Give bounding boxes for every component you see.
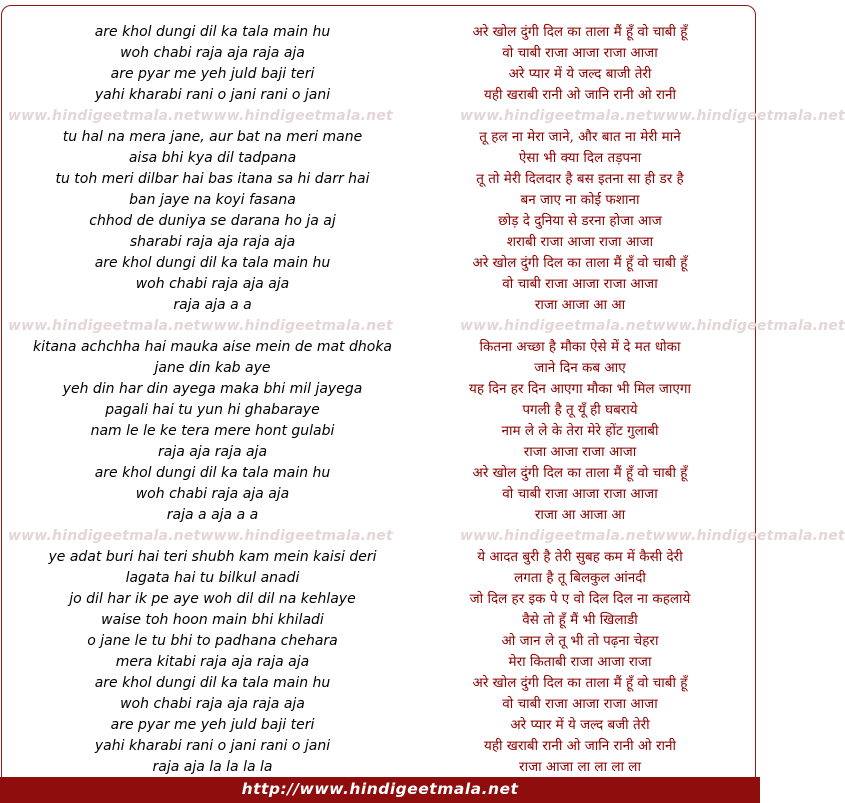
roman-lyric-line: are pyar me yeh juld baji teri [110, 717, 315, 733]
hindi-lyric-line: अरे प्यार में ये जल्द बाजी तेरी [508, 66, 652, 82]
hindi-lyric-line: राजा आजा आ आ [534, 297, 626, 313]
roman-lyric-line: o jane le tu bhi to padhana chehara [87, 633, 338, 649]
hindi-block-1 [400, 22, 760, 106]
hindi-lyric-line: छोड़ दे दुनिया से डरना होजा आज [498, 213, 662, 229]
hindi-lyric-line: राजा आजा ला ला ला ला [519, 759, 641, 775]
roman-lyric-line: chhod de duniya se darana ho ja aj [89, 213, 336, 229]
roman-block-4 [0, 547, 425, 778]
roman-block-2 [0, 127, 425, 316]
watermark-text: www.hindigeetmala.net [200, 318, 393, 334]
hindi-lyric-line: जाने दिन कब आए [534, 360, 626, 376]
roman-lyric-line: waise toh hoon main bhi khiladi [101, 612, 324, 628]
watermark-text: www.hindigeetmala.net [200, 528, 393, 544]
watermark-row [400, 106, 845, 127]
roman-lyric-line: are khol dungi dil ka tala main hu [94, 675, 331, 691]
roman-lyric-line: woh chabi raja aja raja aja [120, 696, 305, 712]
roman-lyric-line: are khol dungi dil ka tala main hu [94, 24, 331, 40]
hindi-lyric-line: वो चाबी राजा आजा राजा आजा [502, 696, 658, 712]
hindi-lyric-line: शराबी राजा आजा राजा आजा [506, 234, 654, 250]
roman-lyric-line: raja aja la la la la [152, 759, 273, 775]
roman-lyric-line: woh chabi raja aja aja [135, 276, 290, 292]
roman-lyric-line: ban jaye na koyi fasana [129, 192, 296, 208]
roman-lyric-line: aisa bhi kya dil tadpana [128, 150, 297, 166]
roman-lyric-line: ye adat buri hai teri shubh kam mein kaisi deri [48, 549, 377, 565]
watermark-row [400, 526, 845, 547]
roman-lyric-line: yahi kharabi rani o jani rani o jani [94, 87, 331, 103]
roman-lyrics-column [0, 22, 425, 778]
footer-bar [0, 777, 760, 803]
hindi-lyric-line: राजा आ आजा आ [534, 507, 626, 523]
watermark-row [0, 526, 393, 547]
roman-lyric-line: mera kitabi raja aja raja aja [115, 654, 310, 670]
watermark-text: www.hindigeetmala.net [460, 318, 653, 334]
hindi-lyric-line: ऐसा भी क्या दिल तड़पना [518, 150, 642, 166]
hindi-lyric-line: अरे खोल दुंगी दिल का ताला मैं हूँ वो चाबी हूँ [472, 465, 688, 481]
watermark-text: www.hindigeetmala.net [652, 318, 845, 334]
hindi-lyric-line: वैसे तो हूँ मैं भी खिलाडी [522, 612, 638, 628]
watermark-text: www.hindigeetmala.net [652, 528, 845, 544]
hindi-lyric-line: राजा आजा राजा आजा [523, 444, 637, 460]
hindi-lyric-line: वो चाबी राजा आजा राजा आजा [502, 276, 658, 292]
roman-lyric-line: raja aja raja aja [157, 444, 268, 460]
roman-lyric-line: are khol dungi dil ka tala main hu [94, 465, 331, 481]
hindi-lyric-line: ओ जान ले तू भी तो पढ़ना चेहरा [501, 633, 659, 649]
hindi-lyric-line: ये आदत बुरी है तेरी सुबह कम में कैसी देरी [477, 549, 683, 565]
hindi-lyric-line: जो दिल हर इक पे ए वो दिल दिल ना कहलाये [469, 591, 691, 607]
hindi-lyric-line: कितना अच्छा है मौका ऐसे में दे मत धोका [479, 339, 681, 355]
hindi-lyrics-column [400, 22, 845, 778]
hindi-lyric-line: वो चाबी राजा आजा राजा आजा [502, 486, 658, 502]
footer-link[interactable]: http://www.hindigeetmala.net [241, 780, 519, 798]
watermark-text: www.hindigeetmala.net [8, 528, 201, 544]
roman-lyric-line: woh chabi raja aja aja [135, 486, 290, 502]
roman-lyric-line: lagata hai tu bilkul anadi [125, 570, 300, 586]
hindi-block-4 [400, 547, 760, 778]
roman-block-3 [0, 337, 425, 526]
roman-block-1 [0, 22, 425, 106]
watermark-text: www.hindigeetmala.net [460, 528, 653, 544]
roman-lyric-line: jane din kab aye [154, 360, 271, 376]
roman-lyric-line: yahi kharabi rani o jani rani o jani [94, 738, 331, 754]
hindi-lyric-line: पगली है तू यूँ ही घबराये [522, 402, 638, 418]
roman-lyric-line: nam le le ke tera mere hont gulabi [90, 423, 335, 439]
hindi-lyric-line: बन जाए ना कोई फशाना [520, 192, 640, 208]
watermark-text: www.hindigeetmala.net [8, 318, 201, 334]
hindi-lyric-line: यही खराबी रानी ओ जानि रानी ओ रानी [484, 738, 676, 754]
watermark-text: www.hindigeetmala.net [8, 108, 201, 124]
hindi-lyric-line: अरे प्यार में ये जल्द बजी तेरी [510, 717, 650, 733]
hindi-block-3 [400, 337, 760, 526]
roman-lyric-line: raja aja a a [173, 297, 252, 313]
roman-lyric-line: jo dil har ik pe aye woh dil dil na kehlaye [69, 591, 356, 607]
hindi-block-2 [400, 127, 760, 316]
roman-lyric-line: pagali hai tu yun hi ghabaraye [105, 402, 320, 418]
roman-lyric-line: raja a aja a a [166, 507, 259, 523]
hindi-lyric-line: यही खराबी रानी ओ जानि रानी ओ रानी [484, 87, 676, 103]
hindi-lyric-line: तू तो मेरी दिलदार है बस इतना सा ही डर है [476, 171, 684, 187]
watermark-row [0, 316, 393, 337]
hindi-lyric-line: अरे खोल दुंगी दिल का ताला मैं हूँ वो चाबी हूँ [472, 24, 688, 40]
hindi-lyric-line: तू हल ना मेरा जाने, और बात ना मेरी माने [479, 129, 681, 145]
watermark-row [0, 106, 393, 127]
hindi-lyric-line: अरे खोल दुंगी दिल का ताला मैं हूँ वो चाबी हूँ [472, 675, 688, 691]
hindi-lyric-line: लगता है तू बिलकुल आंनदी [514, 570, 646, 586]
roman-lyric-line: tu hal na mera jane, aur bat na meri mane [62, 129, 363, 145]
roman-lyric-line: woh chabi raja aja raja aja [120, 45, 305, 61]
hindi-lyric-line: मेरा किताबी राजा आजा राजा [508, 654, 652, 670]
roman-lyric-line: are khol dungi dil ka tala main hu [94, 255, 331, 271]
roman-lyric-line: yeh din har din ayega maka bhi mil jayega [62, 381, 363, 397]
hindi-lyric-line: नाम ले ले के तेरा मेरे होंट गुलाबी [501, 423, 659, 439]
watermark-text: www.hindigeetmala.net [652, 108, 845, 124]
roman-lyric-line: sharabi raja aja raja aja [129, 234, 296, 250]
roman-lyric-line: kitana achchha hai mauka aise mein de mat dhoka [32, 339, 393, 355]
roman-lyric-line: tu toh meri dilbar hai bas itana sa hi darr hai [55, 171, 370, 187]
watermark-text: www.hindigeetmala.net [200, 108, 393, 124]
watermark-row [400, 316, 845, 337]
roman-lyric-line: are pyar me yeh juld baji teri [110, 66, 315, 82]
hindi-lyric-line: अरे खोल दुंगी दिल का ताला मैं हूँ वो चाबी हूँ [472, 255, 688, 271]
hindi-lyric-line: यह दिन हर दिन आएगा मौका भी मिल जाएगा [469, 381, 691, 397]
hindi-lyric-line: वो चाबी राजा आजा राजा आजा [502, 45, 658, 61]
watermark-text: www.hindigeetmala.net [460, 108, 653, 124]
